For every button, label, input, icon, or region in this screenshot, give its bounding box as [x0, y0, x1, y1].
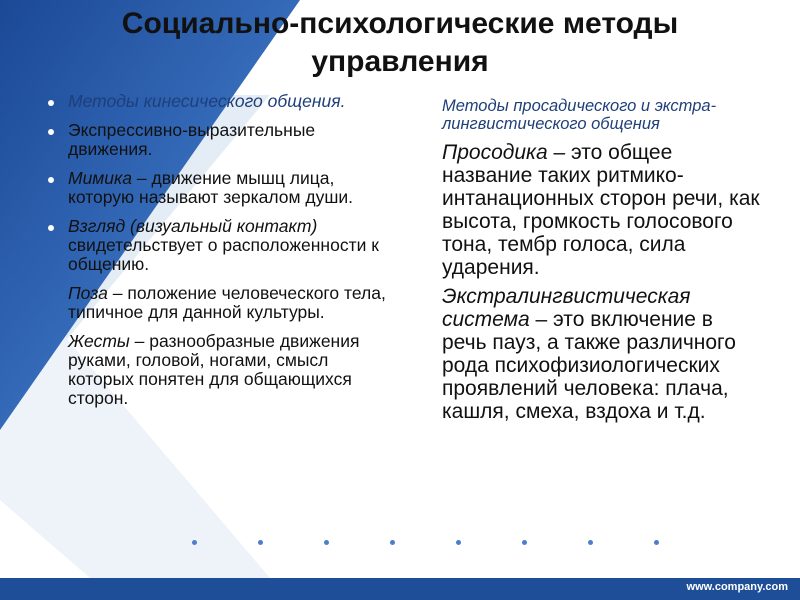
item-lead: Поза [68, 283, 108, 303]
item-text: – это включение в речь пауз, а также различного рода психофизиологических проявлений человека: плача, кашля, смеха, вздоха и т.д. [442, 308, 736, 423]
dot-icon [456, 540, 461, 545]
dot-icon [192, 540, 197, 545]
dot-icon [654, 540, 659, 545]
item-lead: Взгляд (визуальный контакт) [68, 216, 318, 236]
item-text: – движение мышц лица, которую называют зеркалом души. [68, 168, 354, 207]
bullet-icon [48, 177, 54, 183]
list-item [442, 141, 762, 279]
dot-icon [324, 540, 329, 545]
list-item [442, 285, 762, 423]
dot-icon [588, 540, 593, 545]
list-item [48, 169, 388, 207]
bullet-icon [48, 129, 54, 135]
dot-icon [390, 540, 395, 545]
right-column [442, 97, 762, 429]
item-text: Экспрессивно-выразительные движения. [68, 120, 316, 159]
left-column [48, 92, 388, 418]
footer-url: www.company.com [686, 581, 788, 593]
item-text: – разнообразные движения руками, головой, ногами, смысл которых понятен для общающихся сторон. [68, 331, 360, 408]
item-lead: Мимика [68, 168, 133, 188]
dot-icon [258, 540, 263, 545]
item-text: – это общее название таких ритмико-интанационных сторон речи, как высота, громкость голосового тона, тембр голоса, сила ударения. [442, 141, 760, 279]
list-item [48, 332, 388, 408]
item-text: свидетельствует о расположенности к общению. [68, 235, 379, 274]
dot-icon [522, 540, 527, 545]
left-heading [48, 92, 388, 111]
item-lead: Экстралингвистическая система [442, 285, 691, 331]
item-lead: Просодика [442, 141, 548, 164]
bullet-icon [48, 225, 54, 231]
bullet-icon [48, 100, 54, 106]
list-item [48, 217, 388, 274]
item-lead: Жесты [68, 331, 130, 351]
page-title: Социально-психологические методы управления [121, 7, 679, 78]
left-heading-text: Методы кинесического общения. [68, 91, 346, 111]
dot-divider [192, 540, 672, 548]
item-text: – положение человеческого тела, типичное для данной культуры. [68, 283, 386, 322]
list-item [48, 121, 388, 159]
right-heading: Методы просадического и экстра-лингвистического общения [442, 97, 717, 133]
footer-bar [0, 578, 800, 600]
list-item [48, 284, 388, 322]
